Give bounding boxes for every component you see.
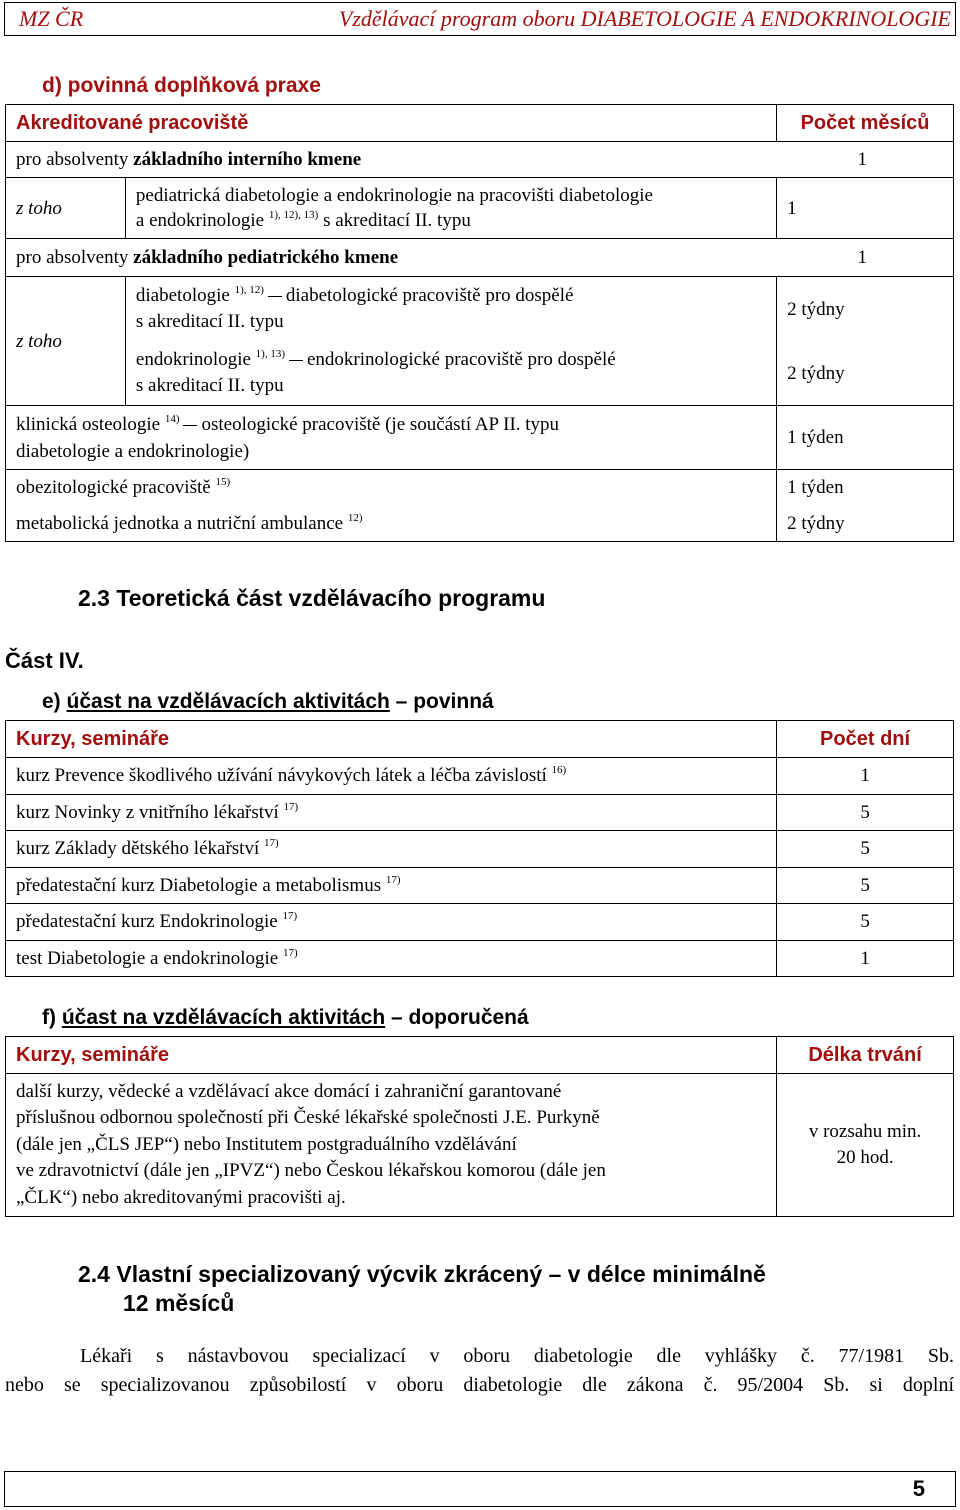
description-line: příslušnou odbornou společností při České lékařské společnosti J.E. Purkyně (16, 1107, 600, 1129)
table-row: z toho diabetologie $^{1), 12)}$ diabetologické pracoviště pro dospělé s akreditací II. typu 2 týdny (6, 277, 954, 342)
page-header (4, 2, 956, 36)
table-praxe (5, 104, 954, 542)
course-name: předatestační kurz Diabetologie a metabolismus $^{17)}$ (6, 867, 777, 904)
header-title: Vzdělávací program oboru DIABETOLOGIE A ENDOKRINOLOGIE (338, 6, 951, 31)
course-days: 5 (777, 831, 954, 868)
interni-value: 1 (857, 149, 867, 170)
course-days: 5 (777, 867, 954, 904)
col-header-pocet-dni: Počet dní (777, 721, 954, 758)
course-name: předatestační kurz Endokrinologie $^{17)}$ (6, 904, 777, 941)
course-name: kurz Prevence škodlivého užívání návykových látek a léčba závislostí $^{16)}$ (6, 758, 777, 795)
z-toho-label-2: z toho (6, 277, 126, 406)
col-header-pocet-mesicu: Počet měsíců (777, 105, 954, 142)
course-days: 5 (777, 904, 954, 941)
table-row: endokrinologie $^{1), 13)}$ endokrinologické pracoviště pro dospělé s akreditací II. typu 2 týdny (6, 342, 954, 406)
table-row: pro absolventy základního interního kmene 1 (6, 142, 954, 178)
table-row (6, 867, 954, 904)
course-days: 1 (777, 758, 954, 795)
section-f-title: f) účast na vzdělávacích aktivitách – doporučená (42, 1006, 529, 1029)
header-left: MZ ČR (19, 6, 84, 31)
section-23-title: 2.3 Teoretická část vzdělávacího programu (78, 585, 546, 611)
z-toho-label: z toho (6, 178, 126, 239)
table-row: obezitologické pracoviště $^{15)}$ 1 týden (6, 470, 954, 506)
table-row: z toho pediatrická diabetologie a endokrinologie na pracovišti diabetologie a endokrinologie $^{1), 12), 13)}$ s akreditací II. typu 1 (6, 178, 954, 239)
description-line: (dále jen „ČLS JEP“) nebo Institutem postgraduálního vzdělávání (16, 1133, 517, 1155)
col-header-pracoviste: Akreditované pracoviště (6, 105, 777, 142)
course-days: 5 (777, 794, 954, 831)
description-line: ve zdravotnictví (dále jen „IPVZ“) nebo Českou lékařskou komorou (dále jen (16, 1160, 606, 1182)
page-footer (4, 1471, 956, 1507)
section-d-title: d) povinná doplňková praxe (42, 74, 321, 97)
table-row (6, 831, 954, 868)
diab-value: 2 týdny (777, 277, 954, 342)
para-line2: nebo se specializovanou způsobilostí v oboru diabetologie dle zákona č. 95/2004 Sb. si doplní (5, 1374, 954, 1396)
course-name: test Diabetologie a endokrinologie $^{17)}$ (6, 940, 777, 977)
table-row (6, 758, 954, 795)
section-e-title: e) účast na vzdělávacích aktivitách – povinná (42, 690, 494, 713)
col-header-kurzy: Kurzy, semináře (6, 721, 777, 758)
table-row (6, 904, 954, 941)
course-name: kurz Novinky z vnitřního lékařství $^{17)}$ (6, 794, 777, 831)
description-line: další kurzy, vědecké a vzdělávací akce domácí i zahraniční garantované (16, 1080, 562, 1102)
interni-kmen: základního interního kmene (133, 149, 362, 170)
table-row: pro absolventy základního pediatrického kmene 1 (6, 239, 954, 277)
obez-value: 1 týden (777, 470, 954, 506)
col-header-delka: Délka trvání (777, 1037, 954, 1074)
table-row: metabolická jednotka a nutriční ambulance $^{12)}$ 2 týdny (6, 506, 954, 542)
course-days: 1 (777, 940, 954, 977)
ped-value: 1 (777, 178, 954, 239)
course-name: kurz Základy dětského lékařství $^{17)}$ (6, 831, 777, 868)
table-row (6, 794, 954, 831)
table-row: klinická osteologie $^{14)}$ osteologické pracoviště (je součástí AP II. typu diabetologie a endokrinologie) 1 týden (6, 406, 954, 470)
page-number: 5 (912, 1476, 925, 1501)
section-24-title: 2.4 Vlastní specializovaný výcvik zkrácený – v délce minimálně 12 měsíců (78, 1261, 766, 1316)
table-kurzy-povinne (5, 720, 954, 977)
pediatr-value: 1 (857, 247, 867, 268)
osteo-value: 1 týden (777, 406, 954, 470)
table-kurzy-doporucene (5, 1036, 954, 1217)
part-iv-title: Část IV. (5, 648, 84, 673)
table-row (6, 940, 954, 977)
table-row (6, 1074, 954, 1217)
pediatr-kmen: základního pediatrického kmene (133, 247, 399, 268)
duration-line1: v rozsahu min. (808, 1121, 922, 1142)
endo-value: 2 týdny (777, 342, 954, 406)
meta-value: 2 týdny (777, 506, 954, 542)
description-line: „ČLK“) nebo akreditovanými pracovišti aj. (16, 1186, 346, 1208)
duration-line2: 20 hod. (836, 1147, 894, 1168)
col-header-kurzy-f: Kurzy, semináře (6, 1037, 777, 1074)
para-line1: Lékaři s nástavbovou specializací v oboru diabetologie dle vyhlášky č. 77/1981 Sb. (80, 1345, 954, 1367)
course-description (6, 1074, 777, 1217)
